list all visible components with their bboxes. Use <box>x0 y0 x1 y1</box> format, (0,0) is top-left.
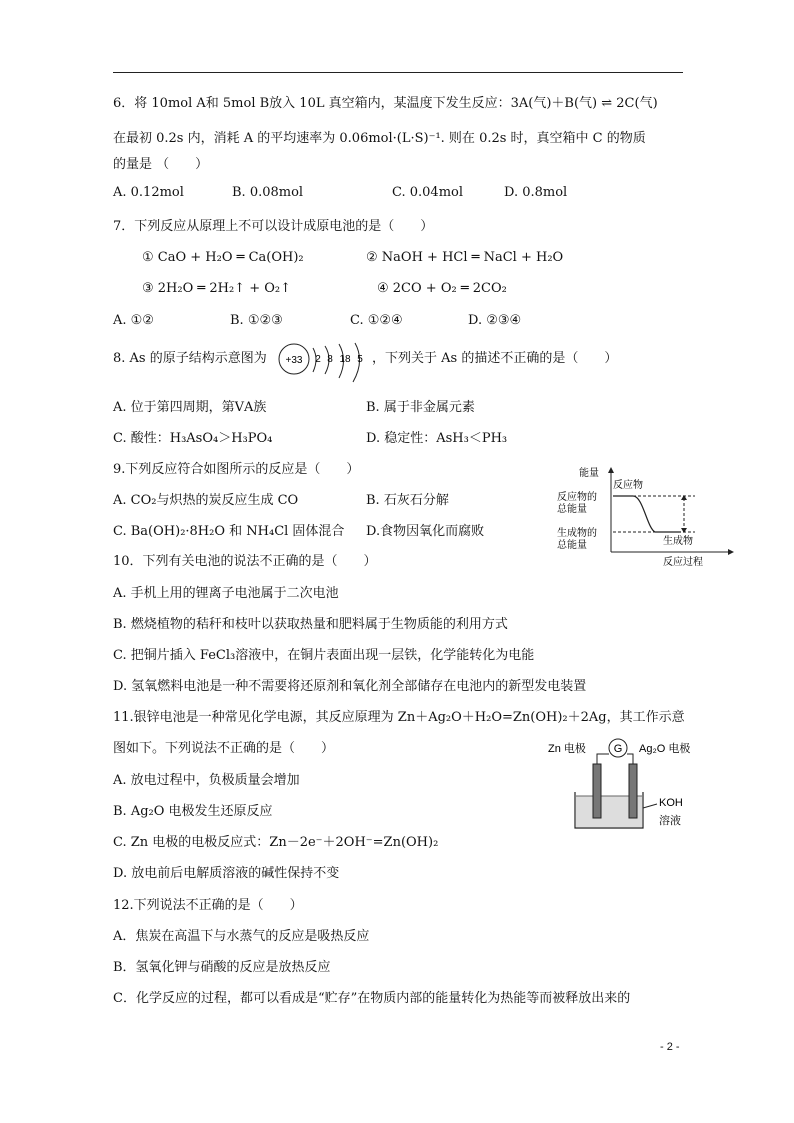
ag2o-electrode-label: Ag₂O 电极 <box>639 743 691 755</box>
energy-curve <box>613 496 681 532</box>
q7-option-c: C. ①②④ <box>350 313 403 328</box>
q7-option-b: B. ①②③ <box>230 313 283 328</box>
q8-option-b: B. 属于非金属元素 <box>366 400 475 415</box>
q6-line-1: 6．将 10mol A和 5mol B放入 10L 真空箱内，某温度下发生反应：3A(气)＋B(气) ⇌ 2C(气) <box>113 96 658 111</box>
energy-profile-diagram <box>555 462 735 572</box>
q10-option-c: C. 把铜片插入 FeCl₃溶液中，在铜片表面出现一层铁，化学能转化为电能 <box>113 648 535 663</box>
product-total-energy-label-1: 生成物的 <box>557 528 597 539</box>
reactant-total-energy-label-1: 反应物的 <box>557 492 597 503</box>
solution-label: 溶液 <box>659 815 681 827</box>
process-axis-label: 反应过程 <box>663 557 703 568</box>
ag2o-electrode <box>629 764 637 818</box>
q8-stem-a: 8. As 的原子结构示意图为 <box>113 351 267 366</box>
koh-pointer-line <box>643 804 657 808</box>
q11-option-a: A. 放电过程中，负极质量会增加 <box>113 773 300 788</box>
q6-option-a: A. 0.12mol <box>113 185 184 200</box>
q6-option-c: C. 0.04mol <box>392 185 464 200</box>
q6-option-d: D. 0.8mol <box>504 185 568 200</box>
silver-zinc-cell-diagram <box>545 736 705 836</box>
q11-option-c: C. Zn 电极的电极反应式：Zn－2e⁻＋2OH⁻=Zn(OH)₂ <box>113 835 439 850</box>
q7-option-d: D. ②③④ <box>468 313 522 328</box>
shell-electrons-1: 2 <box>315 354 321 365</box>
q11-option-d: D. 放电前后电解质溶液的碱性保持不变 <box>113 866 340 881</box>
difference-arrow-down <box>681 528 687 533</box>
q7-reaction-2: ② NaOH + HCl ═ NaCl + H₂O <box>366 250 564 265</box>
q11-line-2: 图如下。下列说法不正确的是（ ） <box>113 741 335 756</box>
as-atomic-structure-diagram <box>277 340 372 384</box>
q7-stem: 7．下列反应从原理上不可以设计成原电池的是（ ） <box>113 219 434 234</box>
product-total-energy-label-2: 总能量 <box>557 540 587 551</box>
q8-option-a: A. 位于第四周期，第ⅤA族 <box>113 400 267 415</box>
koh-label: KOH <box>659 797 683 809</box>
q8-stem-b: ，下列关于 As 的描述不正确的是（ ） <box>372 351 618 366</box>
q10-option-d: D. 氢氧燃料电池是一种不需要将还原剂和氧化剂全部储存在电池内的新型发电装置 <box>113 679 587 694</box>
energy-axis-label: 能量 <box>579 468 599 479</box>
products-label: 生成物 <box>663 536 693 547</box>
q6-line-2: 在最初 0.2s 内，消耗 A 的平均速率为 0.06mol·(L·S)⁻¹. 则在 0.2s 时，真空箱中 C 的物质 <box>113 131 646 146</box>
zn-electrode <box>593 764 601 818</box>
header-rule <box>113 72 683 73</box>
q10-option-b: B. 燃烧植物的秸秆和枝叶以获取热量和肥料属于生物质能的利用方式 <box>113 617 508 632</box>
q8-option-c: C. 酸性：H₃AsO₄＞H₃PO₄ <box>113 431 273 446</box>
q11-option-b: B. Ag₂O 电极发生还原反应 <box>113 804 273 819</box>
q9-option-c: C. Ba(OH)₂·8H₂O 和 NH₄Cl 固体混合 <box>113 524 345 539</box>
q10-option-a: A. 手机上用的锂离子电池属于二次电池 <box>113 586 339 601</box>
q7-reaction-4: ④ 2CO + O₂ ═ 2CO₂ <box>377 281 507 296</box>
q7-reaction-3: ③ 2H₂O ═ 2H₂↑ + O₂↑ <box>142 281 291 296</box>
nucleus-charge: +33 <box>285 355 303 366</box>
q9-option-a: A. CO₂与炽热的炭反应生成 CO <box>113 493 299 508</box>
q6-line-3: 的量是 （ ） <box>113 157 209 172</box>
q7-reaction-1: ① CaO + H₂O ═ Ca(OH)₂ <box>142 250 304 265</box>
q7-option-a: A. ①② <box>113 313 154 328</box>
q8-option-d: D. 稳定性：AsH₃＜PH₃ <box>366 431 508 446</box>
reactant-total-energy-label-2: 总能量 <box>557 504 587 515</box>
q11-line-1: 11.银锌电池是一种常见化学电源，其反应原理为 Zn＋Ag₂O＋H₂O=Zn(OH)₂＋2Ag，其工作示意 <box>113 710 685 725</box>
q12-option-a: A．焦炭在高温下与水蒸气的反应是吸热反应 <box>113 929 370 944</box>
q6-option-b: B. 0.08mol <box>232 185 304 200</box>
q12-option-c: C．化学反应的过程，都可以看成是“贮存”在物质内部的能量转化为热能等而被释放出来的 <box>113 991 631 1006</box>
shell-electrons-2: 8 <box>327 354 333 365</box>
shell-electrons-4: 5 <box>357 354 363 365</box>
zn-electrode-label: Zn 电极 <box>548 743 586 755</box>
reactants-label: 反应物 <box>613 480 643 491</box>
shell-electrons-3: 18 <box>339 354 351 365</box>
q12-stem: 12.下列说法不正确的是（ ） <box>113 898 303 913</box>
q9-option-b: B. 石灰石分解 <box>366 493 449 508</box>
difference-arrow-up <box>681 495 687 500</box>
q12-option-b: B．氢氧化钾与硝酸的反应是放热反应 <box>113 960 331 975</box>
q9-stem: 9.下列反应符合如图所示的反应是（ ） <box>113 462 360 477</box>
q9-option-d: D.食物因氧化而腐败 <box>366 524 485 539</box>
q10-stem: 10．下列有关电池的说法不正确的是（ ） <box>113 554 377 569</box>
galvanometer-label: G <box>613 743 623 755</box>
page-number: - 2 - <box>660 1041 680 1053</box>
